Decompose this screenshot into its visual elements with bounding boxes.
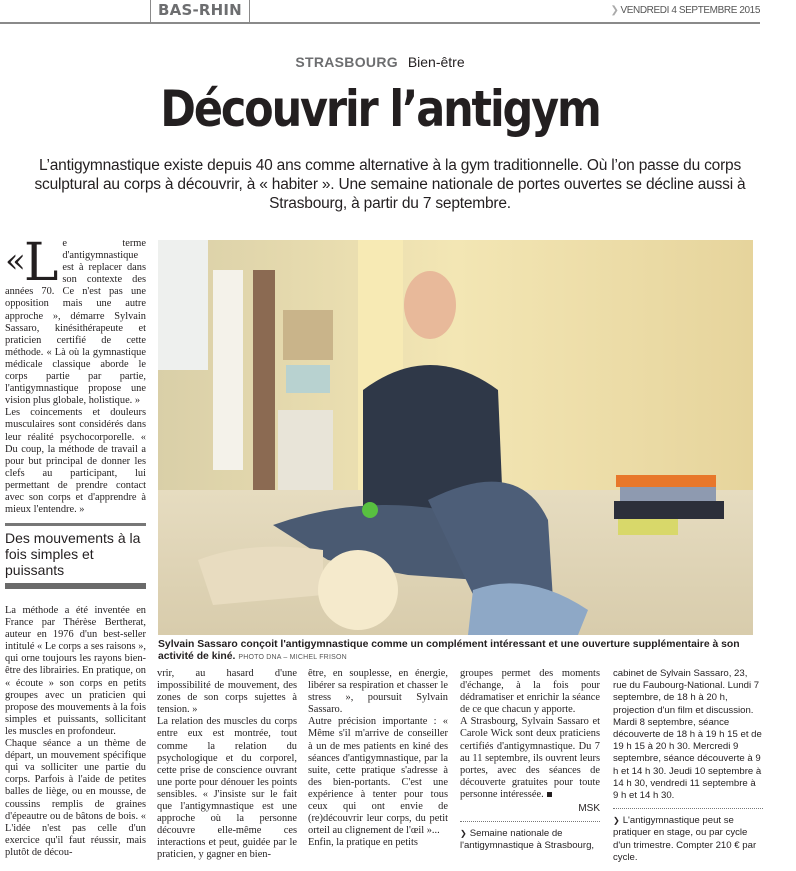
subhead: Des mouvements à la fois simples et puissants bbox=[5, 530, 141, 578]
article-column-1b bbox=[5, 605, 146, 859]
author-signature: MSK bbox=[578, 803, 600, 815]
page-header-bar bbox=[0, 0, 760, 24]
kicker bbox=[0, 54, 760, 70]
green-ball bbox=[362, 502, 378, 518]
article-paragraph: Autre précision importante : « Même s'il m'arrive de conseiller à un de mes patients en kiné des séances d'antigymnastique, par la suite, cette pratique s'adresse à des bien-portants. C'est une expérience à tenter pour tous ceux qui ont envie de (re)découvrir leur corps, du petit orteil au clignement de l'œil »... bbox=[308, 716, 448, 837]
article-column-1 bbox=[5, 233, 146, 516]
article-paragraph: La relation des muscles du corps entre eux est montrée, tout comme la relation du psychologique et du corporel, cette prise de conscience ouvrant une porte pour dénouer les points sensibles. « J'insiste sur le fait que l'antigymnastique est une approche où la personne découvre elle-même ces interactions et peut, guidée par le praticien, y gagner en bien- bbox=[157, 716, 297, 861]
dateline bbox=[611, 5, 760, 16]
drop-cap-letter: L bbox=[23, 233, 59, 293]
chevron-right-icon: ❯ bbox=[610, 5, 619, 16]
article-intro: e terme d'antigymnastique est à replacer dans son contexte des années 70. Ce n'est pas une opposition mais une autre approche », démarre Sylvain Sassaro, kinésithérapeute et praticien certifié de cette méthode. « Là où la gymnastique médicale classique aborde le corps partie par partie, l'antigymnastique propose une vision plus globale, holistique. » bbox=[5, 238, 146, 407]
caption-text: Sylvain Sassaro conçoit l'antigymnastique comme un complément intéressant et une ouverture supplémentaire à son activité de kiné. bbox=[158, 639, 740, 662]
info-column bbox=[613, 668, 763, 864]
article-paragraph: être, en souplesse, en énergie, libérer sa respiration et chasser le stress », poursuit Sylvain Sassaro. bbox=[308, 668, 448, 716]
grey-blanket bbox=[620, 487, 716, 501]
article-paragraph: Chaque séance a un thème de départ, un mouvement spécifique qui va solliciter une partie du corps. Parfois à l'aide de petites balles de liège, ou en mousse, de coussins remplis de graines d'épeautre ou de bâtons de bois. « L'idée n'est pas celle d'un exercice qu'il faut réussir, mais plutôt de décou- bbox=[5, 738, 146, 858]
article-text: A Strasbourg, Sylvain Sassaro et Carole Wick sont deux praticiens certifiés d'antigymnastique. Du 7 au 11 septembre, ils ouvrent leurs portes, avec des séances de découverte gratuites pour toute personne intéressée. bbox=[460, 716, 600, 800]
bullet-arrow-icon: ❯ bbox=[460, 829, 467, 839]
mesh-ball bbox=[318, 550, 398, 630]
kicker-rubric: Bien-être bbox=[407, 54, 465, 70]
article-paragraph: Enfin, la pratique en petits bbox=[308, 837, 418, 849]
shelf bbox=[283, 310, 333, 360]
article-column-2 bbox=[157, 668, 297, 862]
door-window bbox=[213, 270, 243, 470]
info-item bbox=[460, 828, 600, 852]
cushion bbox=[198, 547, 323, 605]
picture-frame bbox=[286, 365, 330, 393]
standfirst: L’antigymnastique existe depuis 40 ans comme alternative à la gym traditionnelle. Où l’on passe du corps sculptural au corps à découvrir, à « habiter ». Une semaine nationale de portes ouvertes se décline aussi à Strasbourg, à partir du 7 septembre. bbox=[34, 157, 746, 212]
drop-cap bbox=[5, 233, 59, 293]
yellow-blanket bbox=[618, 519, 678, 535]
info-item-text: L'antigymnastique peut se pratiquer en stage, ou par cycle d'un trimestre. Compter 210 € par cycle. bbox=[613, 815, 757, 863]
window bbox=[158, 240, 208, 370]
photo-credit: PHOTO DNA – MICHEL FRISON bbox=[238, 654, 347, 661]
subhead-block bbox=[5, 523, 146, 589]
curtain bbox=[253, 270, 275, 510]
info-item-text: Semaine nationale de l'antigymnastique à Strasbourg, bbox=[460, 828, 595, 852]
photo-caption bbox=[158, 639, 758, 664]
article-paragraph: vrir, au hasard d'une impossibilité de mouvement, des zones de son corps sujettes à tension. » bbox=[157, 668, 297, 716]
article-paragraph bbox=[460, 716, 600, 801]
photo-illustration bbox=[158, 240, 753, 635]
article-paragraph: groupes permet des moments d'échange, à la fois pour dédramatiser et enrichir la séance de ce que chacun y apporte. bbox=[460, 668, 600, 716]
drop-cap-quote: « bbox=[5, 241, 26, 281]
section-name: BAS-RHIN bbox=[150, 0, 250, 22]
bullet-arrow-icon: ❯ bbox=[613, 816, 620, 826]
black-blanket bbox=[614, 501, 724, 519]
publication-date: VENDREDI 4 SEPTEMBRE 2015 bbox=[620, 5, 760, 16]
headline: Découvrir l’antigym bbox=[160, 80, 600, 138]
info-item bbox=[613, 815, 763, 864]
dotted-divider bbox=[460, 821, 600, 822]
man-head bbox=[404, 271, 456, 339]
article-paragraph: Les coincements et douleurs musculaires sont considérés dans leur réalité psychocorporelle. « Du coup, la méthode de travail a pour but principal de donner les clefs au participant, lui permettant de prendre contact avec son corps et d'apprendre à mieux l'entendre. » bbox=[5, 407, 146, 516]
orange-blanket bbox=[616, 475, 716, 487]
article-photo bbox=[158, 240, 753, 635]
info-item-continued: cabinet de Sylvain Sassaro, 23, rue du Faubourg-National. Lundi 7 septembre, de 18 h à 20 h, projection d'un film et discussion. Mardi 8 septembre, séance découverte de 18 h à 19 h 15 et de 19 h 15 à 20 h 30. Mercredi 9 septembre, séance découverte à 9 h et 14 h 30. Jeudi 10 septembre à 14 h 30, vendredi 11 septembre à 9 h et 14 h 30. bbox=[613, 668, 762, 802]
kicker-city: STRASBOURG bbox=[295, 54, 398, 70]
article-column-4 bbox=[460, 668, 600, 853]
dotted-divider bbox=[613, 808, 763, 809]
article-column-3 bbox=[308, 668, 448, 849]
radiator bbox=[278, 410, 333, 495]
end-mark-icon bbox=[547, 792, 552, 797]
article-paragraph: La méthode a été inventée en France par Thérèse Bertherat, auteur en 1976 d'un best-seller intitulé « Le corps a ses raisons », qui orne toujours les rayons bien-être des librairies. En pratique, on « écoute » son corps en petits groupes avec un praticien qui propose des mouvements à la fois simples et puissants, sollicitant les muscles en profondeur. bbox=[5, 605, 146, 737]
